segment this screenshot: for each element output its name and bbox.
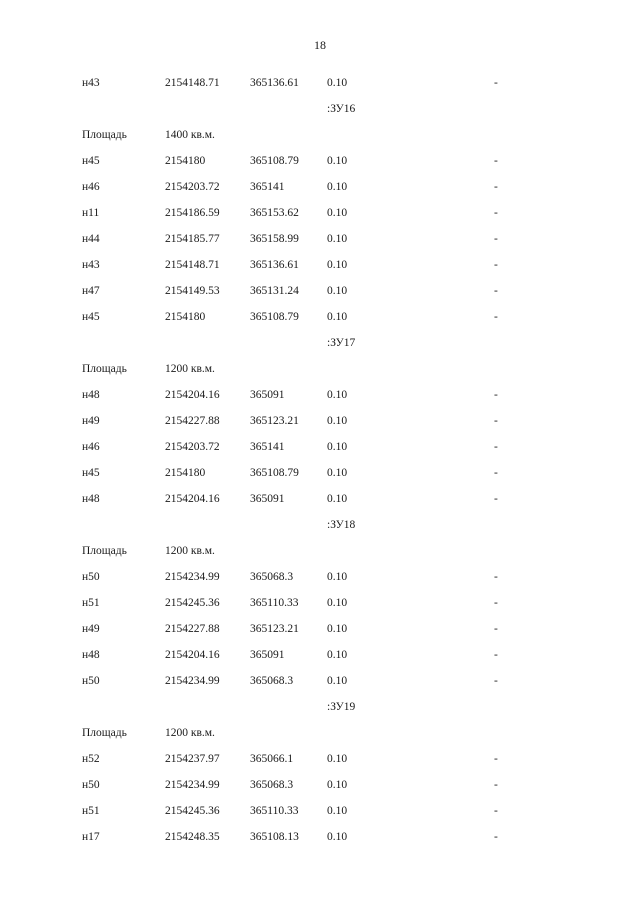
coordinate-y: 365068.3 [250,779,294,791]
note-dash: - [494,415,498,427]
tolerance-value: 0.10 [327,233,348,245]
parcel-heading-row [0,330,640,356]
note-dash: - [494,389,498,401]
tolerance-value: 0.10 [327,597,348,609]
point-name: н50 [82,779,100,791]
point-name: н51 [82,805,100,817]
tolerance-value: 0.10 [327,389,348,401]
area-label: Площадь [82,129,127,141]
coordinate-x: 2154234.99 [165,779,220,791]
coordinate-x: 2154203.72 [165,441,220,453]
point-name: н50 [82,675,100,687]
coordinate-row [0,746,640,772]
note-dash: - [494,233,498,245]
point-name: н47 [82,285,100,297]
note-dash: - [494,493,498,505]
note-dash: - [494,181,498,193]
point-name: н49 [82,623,100,635]
point-name: н11 [82,207,100,219]
coordinate-x: 2154204.16 [165,389,220,401]
tolerance-value: 0.10 [327,649,348,661]
coordinate-x: 2154148.71 [165,77,220,89]
note-dash: - [494,805,498,817]
coordinate-row [0,200,640,226]
coordinate-x: 2154234.99 [165,571,220,583]
coordinate-x: 2154185.77 [165,233,220,245]
coordinate-x: 2154148.71 [165,259,220,271]
note-dash: - [494,441,498,453]
note-dash: - [494,623,498,635]
note-dash: - [494,77,498,89]
point-name: н46 [82,441,100,453]
coordinate-row [0,174,640,200]
area-label: Площадь [82,363,127,375]
coordinate-row [0,304,640,330]
point-name: н48 [82,649,100,661]
coordinate-row [0,642,640,668]
coordinates-document [0,70,640,850]
coordinate-x: 2154180 [165,311,206,323]
tolerance-value: 0.10 [327,831,348,843]
coordinate-y: 365091 [250,649,285,661]
coordinate-row [0,382,640,408]
coordinate-y: 365136.61 [250,77,299,89]
coordinate-x: 2154227.88 [165,415,220,427]
note-dash: - [494,649,498,661]
coordinate-y: 365123.21 [250,415,299,427]
tolerance-value: 0.10 [327,805,348,817]
note-dash: - [494,753,498,765]
tolerance-value: 0.10 [327,675,348,687]
point-name: н46 [82,181,100,193]
point-name: н45 [82,467,100,479]
note-dash: - [494,207,498,219]
coordinate-row [0,798,640,824]
tolerance-value: 0.10 [327,779,348,791]
area-row [0,720,640,746]
coordinate-x: 2154234.99 [165,675,220,687]
parcel-id: :ЗУ16 [327,103,356,115]
tolerance-value: 0.10 [327,311,348,323]
coordinate-x: 2154203.72 [165,181,220,193]
coordinate-y: 365136.61 [250,259,299,271]
area-row [0,356,640,382]
coordinate-row [0,278,640,304]
coordinate-y: 365153.62 [250,207,299,219]
point-name: н43 [82,77,100,89]
coordinate-x: 2154204.16 [165,649,220,661]
tolerance-value: 0.10 [327,181,348,193]
point-name: н48 [82,493,100,505]
coordinate-x: 2154149.53 [165,285,220,297]
area-value: 1200 кв.м. [165,363,215,375]
coordinate-row [0,486,640,512]
coordinate-y: 365110.33 [250,597,299,609]
parcel-id: :ЗУ19 [327,701,356,713]
coordinate-row [0,460,640,486]
tolerance-value: 0.10 [327,467,348,479]
area-row [0,122,640,148]
coordinate-x: 2154227.88 [165,623,220,635]
coordinate-row [0,772,640,798]
coordinate-row [0,564,640,590]
tolerance-value: 0.10 [327,155,348,167]
parcel-id: :ЗУ17 [327,337,356,349]
note-dash: - [494,311,498,323]
coordinate-y: 365131.24 [250,285,299,297]
coordinate-x: 2154245.36 [165,597,220,609]
coordinate-row [0,668,640,694]
coordinate-y: 365108.79 [250,467,299,479]
note-dash: - [494,779,498,791]
note-dash: - [494,259,498,271]
point-name: н43 [82,259,100,271]
tolerance-value: 0.10 [327,259,348,271]
coordinate-y: 365068.3 [250,571,294,583]
area-label: Площадь [82,727,127,739]
note-dash: - [494,831,498,843]
coordinate-row [0,590,640,616]
point-name: н44 [82,233,100,245]
coordinate-y: 365091 [250,493,285,505]
tolerance-value: 0.10 [327,623,348,635]
point-name: н49 [82,415,100,427]
coordinate-y: 365108.79 [250,311,299,323]
area-row [0,538,640,564]
tolerance-value: 0.10 [327,207,348,219]
point-name: н45 [82,155,100,167]
coordinate-y: 365108.13 [250,831,299,843]
coordinate-row [0,148,640,174]
area-label: Площадь [82,545,127,557]
note-dash: - [494,675,498,687]
tolerance-value: 0.10 [327,285,348,297]
parcel-heading-row [0,512,640,538]
tolerance-value: 0.10 [327,493,348,505]
coordinate-x: 2154248.35 [165,831,220,843]
tolerance-value: 0.10 [327,77,348,89]
note-dash: - [494,285,498,297]
note-dash: - [494,571,498,583]
parcel-id: :ЗУ18 [327,519,356,531]
coordinate-row [0,434,640,460]
coordinate-x: 2154180 [165,155,206,167]
coordinate-row [0,226,640,252]
parcel-heading-row [0,694,640,720]
note-dash: - [494,467,498,479]
coordinate-y: 365158.99 [250,233,299,245]
coordinate-y: 365141 [250,441,285,453]
page-number: 18 [314,38,326,52]
coordinate-row [0,70,640,96]
coordinate-x: 2154186.59 [165,207,220,219]
coordinate-y: 365110.33 [250,805,299,817]
tolerance-value: 0.10 [327,753,348,765]
area-value: 1200 кв.м. [165,545,215,557]
coordinate-x: 2154245.36 [165,805,220,817]
note-dash: - [494,597,498,609]
point-name: н17 [82,831,100,843]
coordinate-y: 365123.21 [250,623,299,635]
coordinate-x: 2154204.16 [165,493,220,505]
tolerance-value: 0.10 [327,415,348,427]
point-name: н50 [82,571,100,583]
coordinate-y: 365108.79 [250,155,299,167]
coordinate-row [0,408,640,434]
coordinate-row [0,824,640,850]
point-name: н45 [82,311,100,323]
area-value: 1400 кв.м. [165,129,215,141]
parcel-heading-row [0,96,640,122]
coordinate-row [0,252,640,278]
coordinate-x: 2154180 [165,467,206,479]
area-value: 1200 кв.м. [165,727,215,739]
note-dash: - [494,155,498,167]
coordinate-x: 2154237.97 [165,753,220,765]
tolerance-value: 0.10 [327,441,348,453]
coordinate-row [0,616,640,642]
point-name: н52 [82,753,100,765]
point-name: н48 [82,389,100,401]
coordinate-y: 365068.3 [250,675,294,687]
point-name: н51 [82,597,100,609]
coordinate-y: 365141 [250,181,285,193]
tolerance-value: 0.10 [327,571,348,583]
coordinate-y: 365066.1 [250,753,294,765]
coordinate-y: 365091 [250,389,285,401]
